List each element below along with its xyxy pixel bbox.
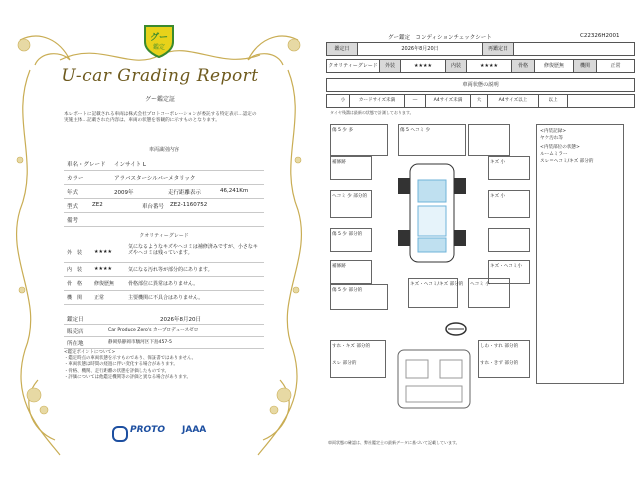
field-row-color: [64, 170, 264, 185]
grade-text: 骨格部位に異常はありません。: [128, 281, 199, 287]
sheet-footer: 車両状態の確認は、弊社鑑定士の最新データに基づいて記載しています。: [328, 440, 460, 445]
grade-row-interior: [64, 262, 264, 277]
panel-box: [488, 228, 530, 252]
interior-label: しわ・すれ 部分的: [480, 344, 519, 349]
car-top-view-diagram: [382, 158, 482, 268]
notes-block: [64, 350, 264, 381]
field-label: カラー: [67, 176, 84, 182]
steering-wheel-icon: [444, 320, 468, 338]
int-label: 内装: [446, 60, 467, 72]
legend-mid-icon: ―: [405, 95, 426, 107]
field-label-2: 走行距離表示: [168, 190, 202, 196]
sheet-code: C22326H2001: [580, 33, 620, 39]
side-note: スレ＝ヘコミ/キズ 部分的: [540, 159, 594, 164]
damage-label: 補修跡: [332, 160, 346, 165]
damage-label: 傷 5 少 部分的: [332, 288, 363, 293]
engine-label: 機関: [574, 60, 597, 72]
field-value: ZE2: [92, 202, 103, 208]
field-label: 型式: [67, 204, 79, 210]
proto-mark-icon: [112, 426, 128, 442]
note-item: ・骨格、機関、走行距離の状態を評価したものです。: [64, 368, 170, 374]
field-row-year: [64, 184, 264, 199]
side-note: <内装部位の状態>: [540, 145, 580, 150]
interior-label: スレ 部分的: [332, 361, 357, 366]
row-address: [64, 336, 264, 349]
legend-large: 大: [471, 95, 488, 107]
interior-label: すれ・キズ 部分的: [332, 344, 371, 349]
damage-label: キズ 小: [490, 194, 506, 199]
grade-label: 外 装: [67, 250, 83, 256]
legend-note: タイヤ残溝は最新の状態で計測しております。: [330, 110, 414, 115]
report-title: U-car Grading Report: [61, 66, 259, 86]
row-label: 販売店: [67, 329, 84, 335]
field-row-remarks: [64, 212, 264, 227]
jaaa-logo-text: JAAA: [182, 425, 207, 435]
quality-grade-label: クオリティーグレード: [327, 60, 380, 72]
damage-label: ヘコミ 小: [470, 282, 490, 287]
ext-label: 外装: [380, 60, 401, 72]
frame-value: 修復歴無: [535, 60, 574, 72]
grade-label: 機 関: [67, 295, 83, 301]
damage-label: キズ・ヘコミ/キズ 部分的: [410, 282, 464, 287]
field-value-2: ZE2-1160752: [170, 202, 208, 208]
grade-row-exterior: [64, 242, 264, 263]
sheet-title: グー鑑定 コンディションチェックシート: [388, 35, 492, 41]
field-label-2: 車台番号: [142, 204, 165, 210]
field-value: インサイト L: [114, 162, 146, 168]
grade-label: 内 装: [67, 267, 83, 273]
footer-logos: [112, 422, 232, 444]
engine-value: 正常: [610, 63, 621, 69]
interior-seat-diagram: [394, 346, 474, 412]
field-label: 備考: [67, 218, 79, 224]
field-row-model: [64, 156, 264, 171]
note-item: ・車両状態は時間の経過に伴い変化する場合があります。: [64, 362, 178, 368]
damage-label: キズ 小: [490, 160, 506, 165]
legend-small: 小: [337, 95, 350, 107]
sheet-grade-row: [326, 59, 635, 73]
reappraisal-label: 再鑑定日: [483, 43, 514, 55]
goo-badge-logo: [142, 22, 176, 58]
side-note: ルームミラー: [540, 152, 568, 157]
grading-certificate: [0, 0, 318, 480]
grade-label: 骨 格: [67, 281, 83, 287]
interior-label: すれ・きず 部分的: [480, 361, 519, 366]
svg-text:グー: グー: [149, 33, 169, 43]
sheet-date-row: [326, 42, 635, 56]
damage-label: ヘコミ 少 部分的: [332, 194, 368, 199]
int-stars: ★★★★: [467, 60, 512, 72]
row-label: 所在地: [67, 341, 84, 347]
grade-row-frame: [64, 276, 264, 291]
legend-over: 以上: [539, 95, 568, 107]
intro-text: 本レポートに記載される車両は株式会社プロトコーポレーションが委託する特定表示…認定の実施主体…記載された内容は、車両の状態を客観的に示すものとなります。: [64, 112, 257, 124]
row-value: Car Produce Zero's カープロデュースゼロ: [108, 328, 199, 333]
grade-stars: 正常: [94, 295, 105, 301]
field-label: 車名・グレード: [67, 162, 106, 168]
ext-stars: ★★★★: [401, 60, 446, 72]
date-value: 2026年8月20日: [358, 43, 483, 55]
grade-stars: 修復歴無: [94, 281, 115, 287]
note-item: ・鑑定時点の車両状態を示すものであり、保証書ではありません。: [64, 356, 196, 362]
grade-text: 気になる汚れ等が部分的にあります。: [128, 267, 213, 273]
grade-text: 気になるようなキズやヘコミは補修済みですが、小さなキズやヘコミは残っています。: [128, 244, 258, 256]
row-label: 鑑定日: [67, 317, 84, 323]
grade-stars: ★★★★: [94, 249, 112, 255]
damage-label: 補修跡: [332, 264, 346, 269]
damage-label: 傷 5 少 部分的: [332, 232, 363, 237]
row-value: 2026年8月20日: [160, 317, 201, 323]
panel-box: [468, 124, 510, 156]
section-vehicle-heading: 車両識別内容: [148, 147, 179, 153]
grade-stars: ★★★★: [94, 266, 112, 272]
damage-label: 傷 5 ヘコミ 少: [400, 128, 431, 133]
side-note: <内装記録>: [540, 129, 567, 134]
field-row-type: [64, 198, 264, 213]
report-subtitle: グー鑑定証: [144, 96, 175, 103]
field-value: 2009年: [114, 190, 134, 196]
grade-text: 主要機関に不具合はありません。: [128, 295, 204, 301]
damage-label: 傷 5 少 多: [332, 128, 354, 133]
date-label: 鑑定日: [327, 43, 358, 55]
svg-text:鑑定: 鑑定: [152, 44, 166, 51]
note-item: ・評価については他鑑定機関等の評価と異なる場合があります。: [64, 374, 191, 380]
grade-row-engine: [64, 290, 264, 305]
field-label: 年式: [67, 190, 79, 196]
condition-check-sheet: [318, 0, 640, 480]
field-value-2: 46,241Km: [220, 188, 249, 194]
section-grade-heading: クオリティーグレード: [139, 233, 189, 239]
field-value: アラバスターシルバーメタリック: [114, 176, 196, 182]
proto-logo-text: PROTO: [130, 425, 165, 435]
legend-a4-more: A4サイズ以上: [488, 95, 539, 107]
row-value: 静岡県静岡市駿河区下島457-5: [108, 340, 172, 345]
legend-card: カードサイズ未満: [350, 95, 405, 107]
legend-scale: [326, 94, 635, 108]
legend-title: 車両状態の説明: [326, 78, 635, 92]
damage-label: キズ・ヘコミ小: [490, 264, 523, 269]
side-note: ヤケ汚れ等: [540, 136, 563, 141]
notes-title: <鑑定ポイントについて>: [64, 350, 116, 355]
legend-a4-less: A4サイズ未満: [426, 95, 471, 107]
frame-label: 骨格: [512, 60, 535, 72]
